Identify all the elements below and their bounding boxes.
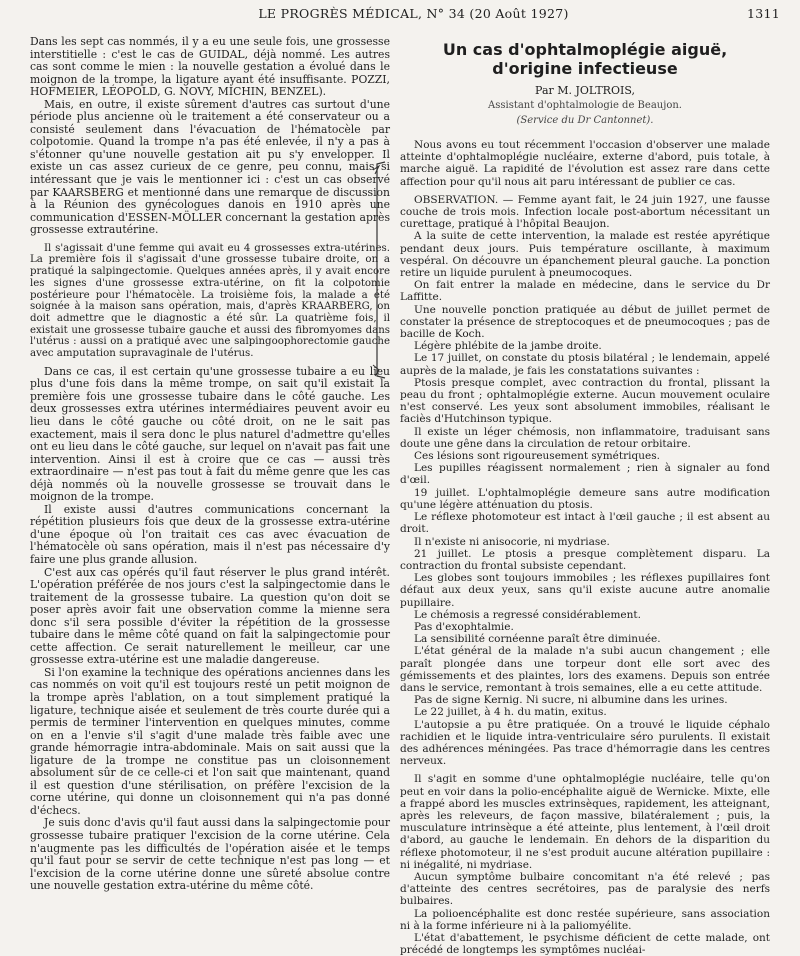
article-service: (Service du Dr Cantonnet). [516, 115, 654, 126]
margin-pencil-mark [371, 160, 391, 380]
left-paragraph: Si l'on examine la technique des opérations anciennes dans les cas nommés on voit qu'il est toujours resté un petit moignon de la trompe après l'ablation, on a tout simplement pratiqué la ligature, technique aisée et seulement de très courte durée qui a permis de terminer l'intervention en quelques minutes, comme on en a l'envie s'il s'agit d'une malade très faible avec une grande hémorragie intra-abdominale. Mais on sait aussi que la ligature de la trompe ne constitue pas un cloisonnement absolument sûr de ce celle-ci et l'on sait que maintenant, quand il est question d'une stérilisation, on préfère l'excision de la corne utérine, qui donne un cloisonnement qui n'a pas donné d'échecs. [30, 665, 390, 817]
left-paragraph: Dans ce cas, il est certain qu'une grossesse tubaire a eu lieu plus d'une fois dans la même trompe, on sait qu'il existait la première fois une grossesse tubaire dans le côté gauche. Les deux grossesses extra utérines intermédiaires peuvent avoir eu lieu dans le côté gauche ou côté droit, on ne le sait pas exactement, mais il sera donc le plus naturel d'admettre qu'elles ont eu lieu dans le côté gauche, sur lequel on n'avait pas fait une intervention. Ainsi il est à croire que ce cas — aussi très extraordinaire — n'est pas tout à fait du même genre que les cas déjà nommés où la nouvelle grossesse se trouvait dans le moignon de la trompe. [30, 364, 390, 504]
article-paragraph: Il n'existe ni anisocorie, ni mydriase. [414, 535, 610, 548]
article-paragraph: Le chémosis a regressé considérablement. [414, 608, 641, 621]
article-paragraph: Ptosis presque complet, avec contraction du frontal, plissant la peau du front ; ophtalmoplégie externe. Aucun mouvement oculaire n'est conservé. Les yeux sont absolument immobiles, réalisant le faciès d'Hutchinson typique. [400, 376, 770, 426]
article-paragraph: Aucun symptôme bulbaire concomitant n'a été relevé ; pas d'atteinte des centres secrétoires, pas de paralysie des nerfs bulbaires. [400, 870, 770, 908]
spacer [400, 129, 770, 139]
article-paragraph: Légère phlébite de la jambe droite. [414, 340, 602, 353]
article-paragraph: Le réflexe photomoteur est intact à l'œil gauche ; il est absent au droit. [400, 511, 770, 536]
article-title [400, 40, 770, 78]
article-paragraph: On fait entrer la malade en médecine, dans le service du Dr Laffitte. [400, 279, 770, 304]
article-paragraph: A la suite de cette intervention, la malade est restée apyrétique pendant deux jours. Puis température oscillante, à maximum vespéral. On découvre un épanchement pleural gauche. La ponction retire un liquide purulent à pneumocoques. [400, 230, 770, 280]
page-number: 1311 [746, 5, 780, 21]
article-paragraph: Les pupilles réagissent normalement ; rien à signaler au fond d'œil. [400, 462, 770, 487]
article-paragraph: Le 17 juillet, on constate du ptosis bilatéral ; le lendemain, appelé auprès de la malade, je fais les constatations suivantes : [400, 352, 770, 377]
left-paragraph: Je suis donc d'avis qu'il faut aussi dans la salpingectomie pour grossesse tubaire pratiquer l'excision de la corne utérine. Cela n'augmente pas les difficultés de l'opération aisée et le temps qu'il faut pour se servir de cette technique n'est pas long — et l'excision de la corne utérine donne une sûreté absolue contre une nouvelle gestation extra-utérine du même côté. [30, 816, 390, 893]
article-paragraph: L'état général de la malade n'a subi aucun changement ; elle paraît plongée dans une torpeur dont elle sort avec des gémissements et des plaintes, lors des examens. Depuis son entrée dans le service, remontant à trois semaines, elle a eu cette attitude. [400, 645, 770, 694]
left-paragraph: Mais, en outre, il existe sûrement d'autres cas surtout d'une période plus ancienne où le traitement a été conservateur ou a consisté seulement dans l'évacuation de l'hématocèle par colpotomie. Quand la trompe n'a pas été enlevée, il n'y a pas à s'étonner qu'une nouvelle gestation ait pu s'y envelopper. Il existe un cas assez curieux de ce genre, peu connu, mais si intéressant que je vais le mentionner ici : c'est un cas observé par KAARSBERG et mentionné dans une remarque de discussion à la Réunion des gynécologues danois en 1910 après une communication d'ESSEN-MÖLLER concernant la gestation après grossesse extrautérine. [30, 97, 390, 237]
left-paragraph: C'est aux cas opérés qu'il faut réserver le plus grand intérêt. L'opération préférée de nos jours c'est la salpingectomie dans le traitement de la grossesse tubaire. La question qu'on doit se poser après avoir fait une observation comme la mienne sera donc s'il sera possible d'éviter la répétition de la grossesse tubaire dans le même côté quand on fait la salpingectomie pour cette affection. Ce serait naturellement le meilleur, car une grossesse extra-utérine est une maladie dangereuse. [30, 565, 390, 667]
article-paragraph: Une nouvelle ponction pratiquée au début de juillet permet de constater la présence de streptocoques et de pneumocoques ; pas de bacille de Koch. [400, 303, 770, 341]
article-title-line2: d'origine infectieuse [492, 59, 678, 78]
article-paragraph: 19 juillet. L'ophtalmoplégie demeure sans autre modification qu'une légère atténuation du ptosis. [400, 486, 770, 511]
left-paragraph: Il s'agissait d'une femme qui avait eu 4 grossesses extra-utérines. La première fois il s'agissait d'une grossesse tubaire droite, on a pratiqué la salpingectomie. Quelques années après, il y avait encore les signes d'une grossesse extra-utérine, on fit la colpotomie postérieure pour l'hématocèle. La troisième fois, la malade a été soignée à la maison sans opération, mais, d'après KRAARBERG, on doit admettre que le diagnostic a été sûr. La quatrième fois, il existait une grossesse tubaire gauche et aussi des fibromyomes dans l'utérus : aussi on a pratiqué avec une salpingoophorectomie gauche avec amputation supravaginale de l'utérus. [30, 242, 390, 360]
article-paragraph: Les globes sont toujours immobiles ; les réflexes pupillaires font défaut aux deux yeux, sans qu'il existe aucune autre anomalie pupillaire. [400, 572, 770, 609]
article-paragraph: La sensibilité cornéenne paraît être diminuée. [414, 633, 661, 646]
article-title-line1: Un cas d'ophtalmoplégie aiguë, [442, 40, 728, 59]
left-paragraph: Il existe aussi d'autres communications concernant la répétition plusieurs fois que deux de la grossesse extra-utérine d'une époque où l'on traitait ces cas avec évacuation de l'hématocèle où sans opération, mais il n'est pas nécessaire d'y faire une plus grande allusion. [30, 502, 390, 566]
article-paragraph: Le 22 juillet, à 4 h. du matin, exitus. [414, 706, 607, 719]
article-author: Par M. JOLTROIS, [535, 84, 635, 97]
bracket-mark-icon [371, 160, 391, 380]
article-paragraph: Pas d'exophtalmie. [414, 620, 514, 633]
article-paragraph: Ces lésions sont rigoureusement symétriques. [414, 450, 660, 463]
article-paragraph: L'état d'abattement, le psychisme déficient de cette malade, ont précédé de longtemps les symptômes nucléai- [400, 932, 770, 956]
left-column [30, 36, 390, 893]
journal-running-title: LE PROGRÈS MÉDICAL, N° 34 (20 Août 1927) [258, 5, 569, 21]
right-column [400, 36, 770, 956]
article-paragraph: OBSERVATION. — Femme ayant fait, le 24 juin 1927, une fausse couche de trois mois. Infection locale post-abortum nécessitant un curettage, pratiqué à l'hôpital Beaujon. [400, 193, 770, 231]
article-paragraph: L'autopsie a pu être pratiquée. On a trouvé le liquide céphalo rachidien et le liquide intra-ventriculaire séro purulents. Il existait des adhérences méningées. Pas trace d'hémorragie dans les centres nerveux. [400, 718, 770, 768]
article-paragraph: La polioencéphalite est donc restée supérieure, sans association ni à la forme inférieure ni à la paliomyélite. [400, 907, 770, 932]
article-paragraph: Nous avons eu tout récemment l'occasion d'observer une malade atteinte d'ophtalmoplégie nucléaire, externe d'abord, puis totale, à marche aiguë. La rapidité de l'évolution est assez rare dans cette affection pour qu'il nous ait paru intéressant de publier ce cas. [400, 139, 770, 188]
article-affiliation: Assistant d'ophtalmologie de Beaujon. [488, 100, 682, 111]
article-body [400, 139, 770, 956]
page-header [20, 4, 780, 22]
article-paragraph: Il s'agit en somme d'une ophtalmoplégie nucléaire, telle qu'on peut en voir dans la polio-encéphalite aiguë de Wernicke. Mixte, elle a frappé abord les muscles extrinsèques, rapidement, les atteignant, après les releveurs, de façon massive, bilatéralement ; puis, la musculature intrinsèque a été atteinte, plus lentement, à l'œil droit d'abord, au gauche le lendemain. En dehors de la disparition du réflexe photomoteur, il ne s'est produit aucune altération pupillaire : ni inégalité, ni mydriase. [400, 773, 770, 871]
article-paragraph: 21 juillet. Le ptosis a presque complètement disparu. La contraction du frontal subsiste cependant. [400, 547, 770, 572]
article-paragraph: Il existe un léger chémosis, non inflammatoire, traduisant sans doute une gêne dans la circulation de retour orbitaire. [400, 425, 770, 450]
article-paragraph: Pas de signe Kernig. Ni sucre, ni albumine dans les urines. [414, 694, 728, 707]
left-paragraph: Dans les sept cas nommés, il y a eu une seule fois, une grossesse interstitielle : c'est le cas de GUIDAL, déjà nommé. Les autres cas sont comme le mien : la nouvelle gestation a évolué dans le moignon de la trompe, la ligature ayant été insuffisante. POZZI, HOFMEIER, LÉOPOLD, G. NOVY, MICHIN, BENZEL). [30, 35, 390, 99]
